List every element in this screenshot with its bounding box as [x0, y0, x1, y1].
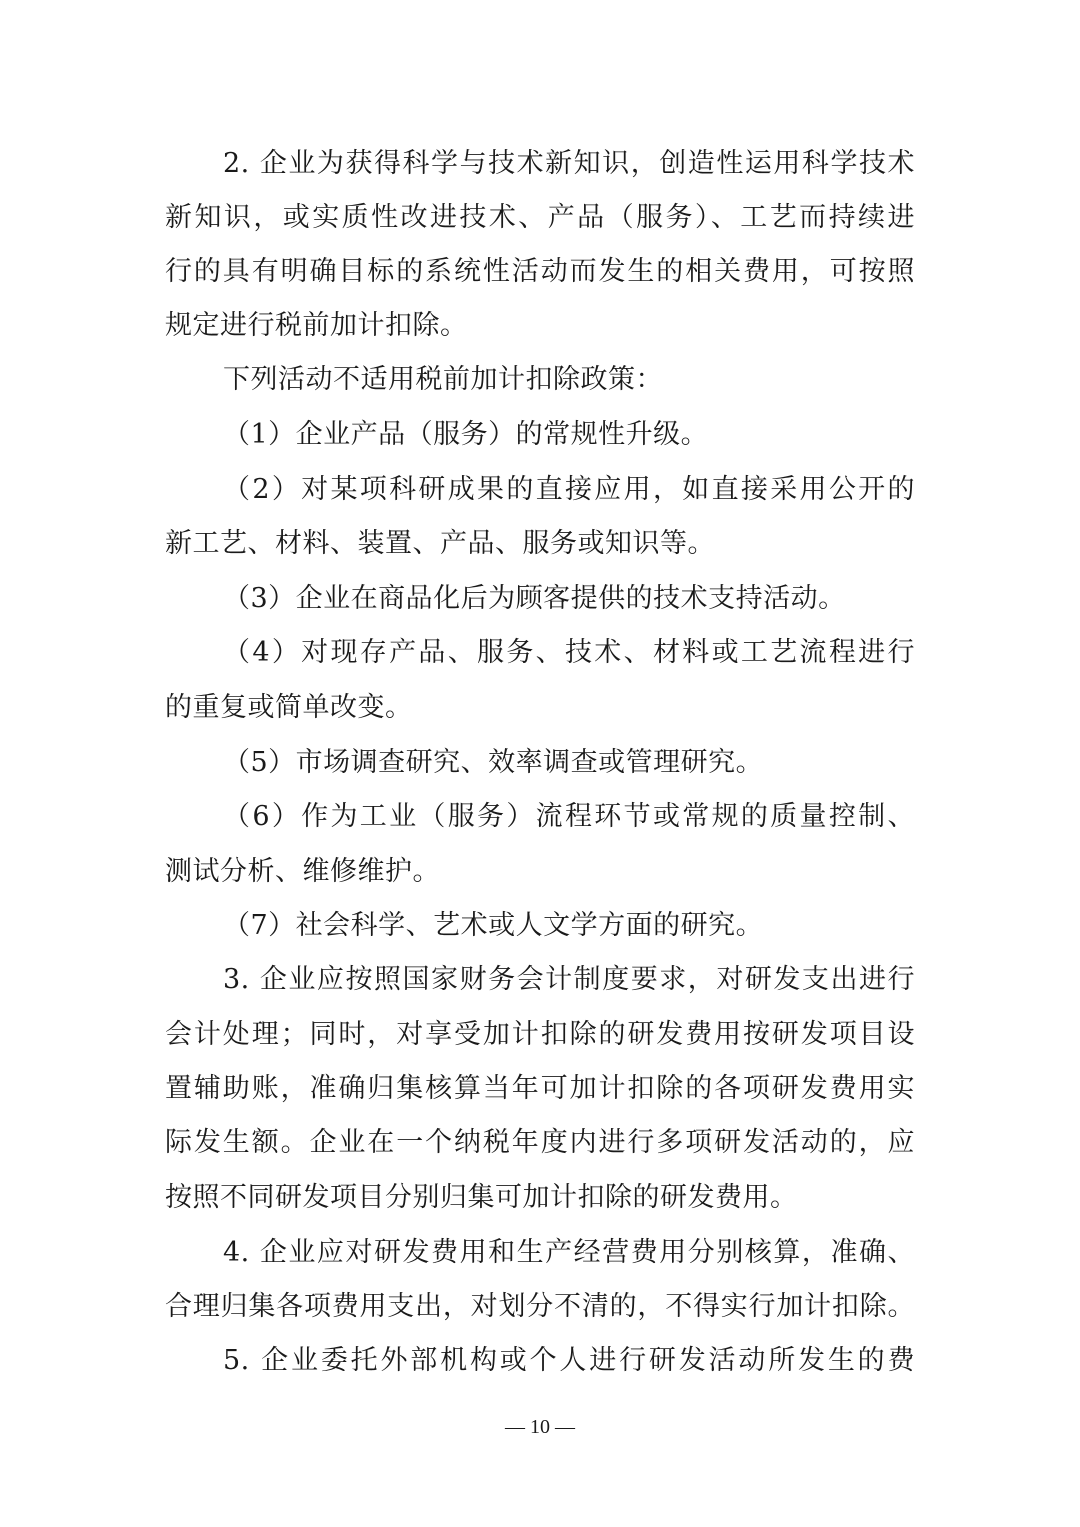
text-line: 2. 企业为获得科学与技术新知识，创造性运用科学技术: [223, 148, 915, 179]
text-line: （1）企业产品（服务）的常规性升级。: [223, 419, 709, 450]
text-line: 测试分析、维修维护。: [165, 856, 440, 887]
text-line: 下列活动不适用税前加计扣除政策：: [223, 364, 663, 395]
text-line: （2）对某项科研成果的直接应用，如直接采用公开的: [223, 474, 915, 505]
text-line: 5. 企业委托外部机构或个人进行研发活动所发生的费: [223, 1345, 915, 1376]
text-line: 规定进行税前加计扣除。: [165, 310, 468, 341]
text-line: （5）市场调查研究、效率调查或管理研究。: [223, 747, 764, 778]
text-line: （6）作为工业（服务）流程环节或常规的质量控制、: [223, 801, 915, 832]
text-line: 置辅助账，准确归集核算当年可加计扣除的各项研发费用实: [165, 1073, 915, 1104]
text-line: 际发生额。企业在一个纳税年度内进行多项研发活动的，应: [165, 1127, 915, 1158]
text-line: 会计处理；同时，对享受加计扣除的研发费用按研发项目设: [165, 1019, 915, 1050]
text-line: 按照不同研发项目分别归集可加计扣除的研发费用。: [165, 1182, 798, 1213]
text-line: 新工艺、材料、装置、产品、服务或知识等。: [165, 528, 715, 559]
text-line: 3. 企业应按照国家财务会计制度要求，对研发支出进行: [223, 964, 915, 995]
text-line: （4）对现存产品、服务、技术、材料或工艺流程进行: [223, 637, 915, 668]
text-line: （3）企业在商品化后为顾客提供的技术支持活动。: [223, 583, 846, 614]
text-line: 4. 企业应对研发费用和生产经营费用分别核算，准确、: [223, 1237, 915, 1268]
text-line: 的重复或简单改变。: [165, 692, 413, 723]
page-number: — 10 —: [505, 1416, 575, 1438]
text-line: 行的具有明确目标的系统性活动而发生的相关费用，可按照: [165, 256, 915, 287]
text-line: （7）社会科学、艺术或人文学方面的研究。: [223, 910, 764, 941]
text-line: 新知识，或实质性改进技术、产品（服务）、工艺而持续进: [165, 202, 915, 233]
text-line: 合理归集各项费用支出，对划分不清的，不得实行加计扣除。: [165, 1291, 915, 1322]
